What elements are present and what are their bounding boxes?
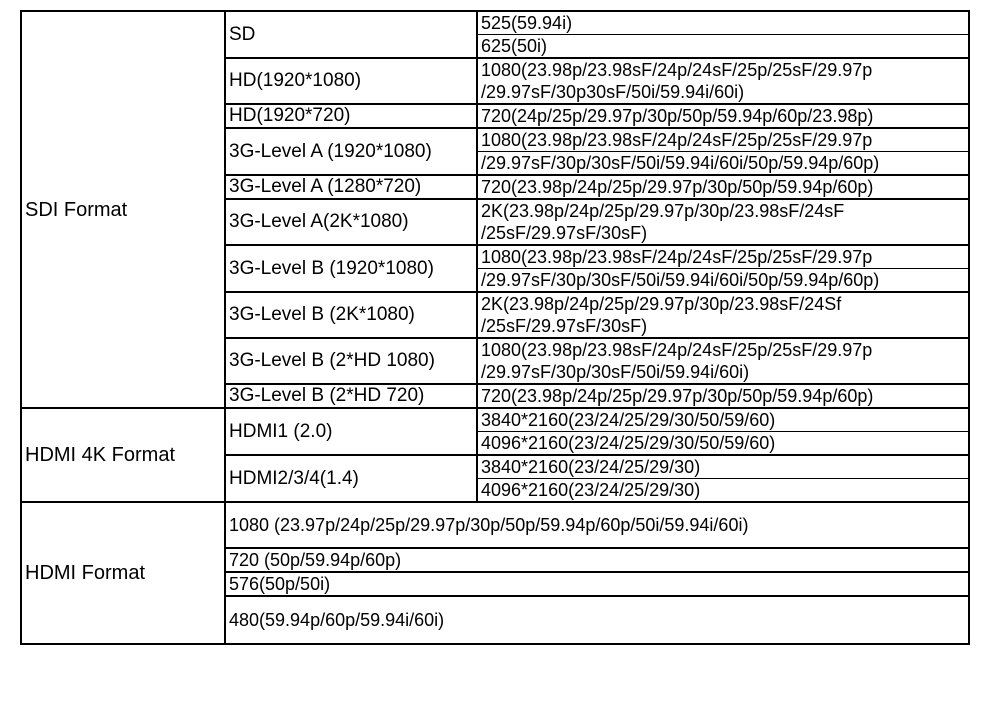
subformat-label: HD(1920*1080): [225, 58, 477, 104]
table-row: [21, 502, 969, 548]
subformat-label: 3G-Level B (2K*1080): [225, 292, 477, 338]
format-value: 1080(23.98p/23.98sF/24p/24sF/25p/25sF/29.97p: [477, 338, 969, 361]
format-value: 3840*2160(23/24/25/29/30/50/59/60): [477, 408, 969, 432]
format-value: 3840*2160(23/24/25/29/30): [477, 455, 969, 479]
format-value: 2K(23.98p/24p/25p/29.97p/30p/23.98sF/24sF: [477, 199, 969, 222]
format-value: 1080(23.98p/23.98sF/24p/24sF/25p/25sF/29.97p: [477, 128, 969, 152]
subformat-label: 3G-Level B (2*HD 1080): [225, 338, 477, 384]
table-row: [21, 11, 969, 35]
hdmi4k-category-label: HDMI 4K Format: [21, 408, 225, 502]
format-value: 1080 (23.97p/24p/25p/29.97p/30p/50p/59.94p/60p/50i/59.94i/60i): [225, 502, 969, 548]
subformat-label: HD(1920*720): [225, 104, 477, 128]
format-value: 625(50i): [477, 35, 969, 59]
format-spec-body: [21, 11, 969, 644]
format-value: 720 (50p/59.94p/60p): [225, 548, 969, 572]
format-value: 525(59.94i): [477, 11, 969, 35]
format-value: 2K(23.98p/24p/25p/29.97p/30p/23.98sF/24Sf: [477, 292, 969, 315]
format-value: /25sF/29.97sF/30sF): [477, 315, 969, 338]
format-value: /29.97sF/30p/30sF/50i/59.94i/60i): [477, 361, 969, 384]
format-value: /29.97sF/30p/30sF/50i/59.94i/60i/50p/59.94p/60p): [477, 269, 969, 293]
format-value: 1080(23.98p/23.98sF/24p/24sF/25p/25sF/29.97p: [477, 245, 969, 269]
subformat-label: HDMI2/3/4(1.4): [225, 455, 477, 502]
sdi-category-label: SDI Format: [21, 11, 225, 408]
format-value: 1080(23.98p/23.98sF/24p/24sF/25p/25sF/29.97p: [477, 58, 969, 81]
format-value: 720(23.98p/24p/25p/29.97p/30p/50p/59.94p/60p): [477, 384, 969, 408]
format-value: 576(50p/50i): [225, 572, 969, 596]
hdmi-category-label: HDMI Format: [21, 502, 225, 644]
subformat-label: 3G-Level A (1920*1080): [225, 128, 477, 175]
subformat-label: HDMI1 (2.0): [225, 408, 477, 455]
format-spec-table: [20, 10, 970, 645]
subformat-label: 3G-Level B (2*HD 720): [225, 384, 477, 408]
subformat-label: 3G-Level A(2K*1080): [225, 199, 477, 245]
format-value: 720(24p/25p/29.97p/30p/50p/59.94p/60p/23.98p): [477, 104, 969, 128]
format-value: /29.97sF/30p/30sF/50i/59.94i/60i/50p/59.94p/60p): [477, 152, 969, 176]
table-row: [21, 408, 969, 432]
subformat-label: SD: [225, 11, 477, 58]
subformat-label: 3G-Level B (1920*1080): [225, 245, 477, 292]
format-value: 720(23.98p/24p/25p/29.97p/30p/50p/59.94p/60p): [477, 175, 969, 199]
format-value: 4096*2160(23/24/25/29/30): [477, 479, 969, 503]
format-value: /29.97sF/30p30sF/50i/59.94i/60i): [477, 81, 969, 104]
format-value: 480(59.94p/60p/59.94i/60i): [225, 596, 969, 644]
format-value: /25sF/29.97sF/30sF): [477, 222, 969, 245]
subformat-label: 3G-Level A (1280*720): [225, 175, 477, 199]
format-value: 4096*2160(23/24/25/29/30/50/59/60): [477, 432, 969, 456]
